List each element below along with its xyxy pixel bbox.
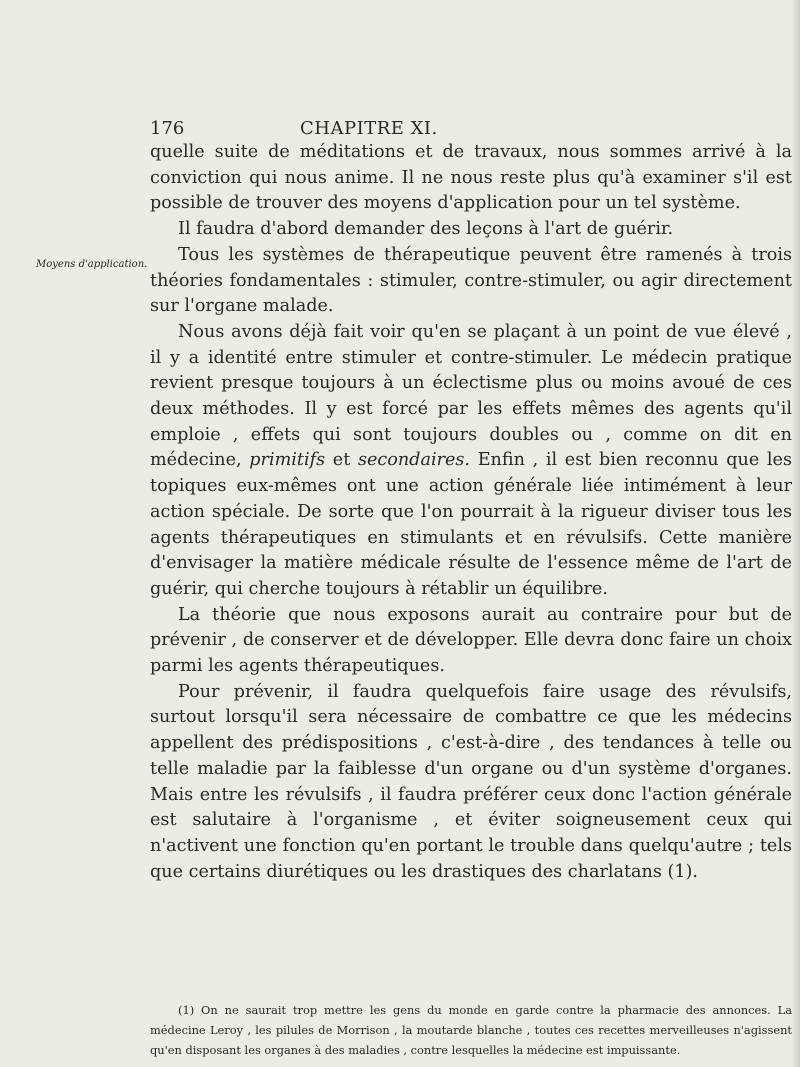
page-header (150, 118, 670, 142)
text-run: Nous avons déjà fait voir qu'en se plaçant à un point de vue élevé , il y a identité entre stimuler et contre-stimuler. Le médecin pratique revient presque toujours à un éclectisme plus ou moins avoué de ces deux méthodes. Il y est forcé par les effets mêmes des agents qu'il emploie , effets qui sont toujours doubles ou , comme on dit en médecine, (150, 321, 792, 471)
paragraph (150, 320, 792, 603)
text-run: Tous les systèmes de thérapeutique peuvent être ramenés à trois théories fondamentales : stimuler, contre-stimuler, ou agir directement sur l'organe malade. (150, 244, 792, 317)
text-run: et (325, 450, 358, 471)
italic-term: secondaires. (357, 450, 471, 471)
text-run: quelle suite de méditations et de travaux, nous sommes arrivé à la conviction qui nous anime. Il ne nous reste plus qu'à examiner s'il est possible de trouver des moyens d'application pour un tel système. (150, 142, 792, 214)
text-run: La théorie que nous exposons aurait au contraire pour but de prévenir , de conserver et de développer. Elle devra donc faire un choix parmi les agents thérapeutiques. (150, 604, 792, 677)
paragraph (150, 243, 792, 320)
body-text (150, 140, 792, 885)
page-number: 176 (150, 118, 185, 139)
text-run: Il faudra d'abord demander des leçons à l'art de guérir. (178, 219, 674, 240)
footnote: (1) On ne saurait trop mettre les gens du monde en garde contre la pharmacie des annonces. La médecine Leroy , les pilules de Morrison , la moutarde blanche , toutes ces recettes merveilleuses n'agissent qu'en disposant les organes à des maladies , contre lesquelles la médecine est impuissante. (150, 1003, 792, 1057)
paragraph (150, 680, 792, 886)
margin-note: Moyens d'application. (36, 259, 148, 270)
paragraph (150, 603, 792, 680)
running-head: CHAPITRE XI. (300, 118, 438, 139)
paragraph (150, 217, 792, 243)
paragraph (150, 140, 792, 217)
page-edge-shadow (792, 0, 800, 1067)
text-run: Enfin , il est bien reconnu que les topiques eux-mêmes ont une action générale liée intimément à leur action spéciale. De sorte que l'on pourrait à la rigueur diviser tous les agents thérapeutiques en stimulants et en révulsifs. Cette manière d'envisager la matière médicale résulte de l'essence même de l'art de guérir, qui cherche toujours à rétablir un équilibre. (150, 450, 792, 599)
italic-term: primitifs (249, 450, 326, 471)
text-run: Pour prévenir, il faudra quelquefois faire usage des révulsifs, surtout lorsqu'il sera nécessaire de combattre ce que les médecins appellent des prédispositions , c'est-à-dire , des tendances à telle ou telle maladie par la faiblesse d'un organe ou d'un système d'organes. Mais entre les révulsifs , il faudra préférer ceux donc l'action générale est salutaire à l'organisme , et éviter soigneusement ceux qui n'activent une fonction qu'en portant le trouble dans quelqu'autre ; tels que certains diurétiques ou les drastiques des charlatans (1). (150, 681, 792, 882)
